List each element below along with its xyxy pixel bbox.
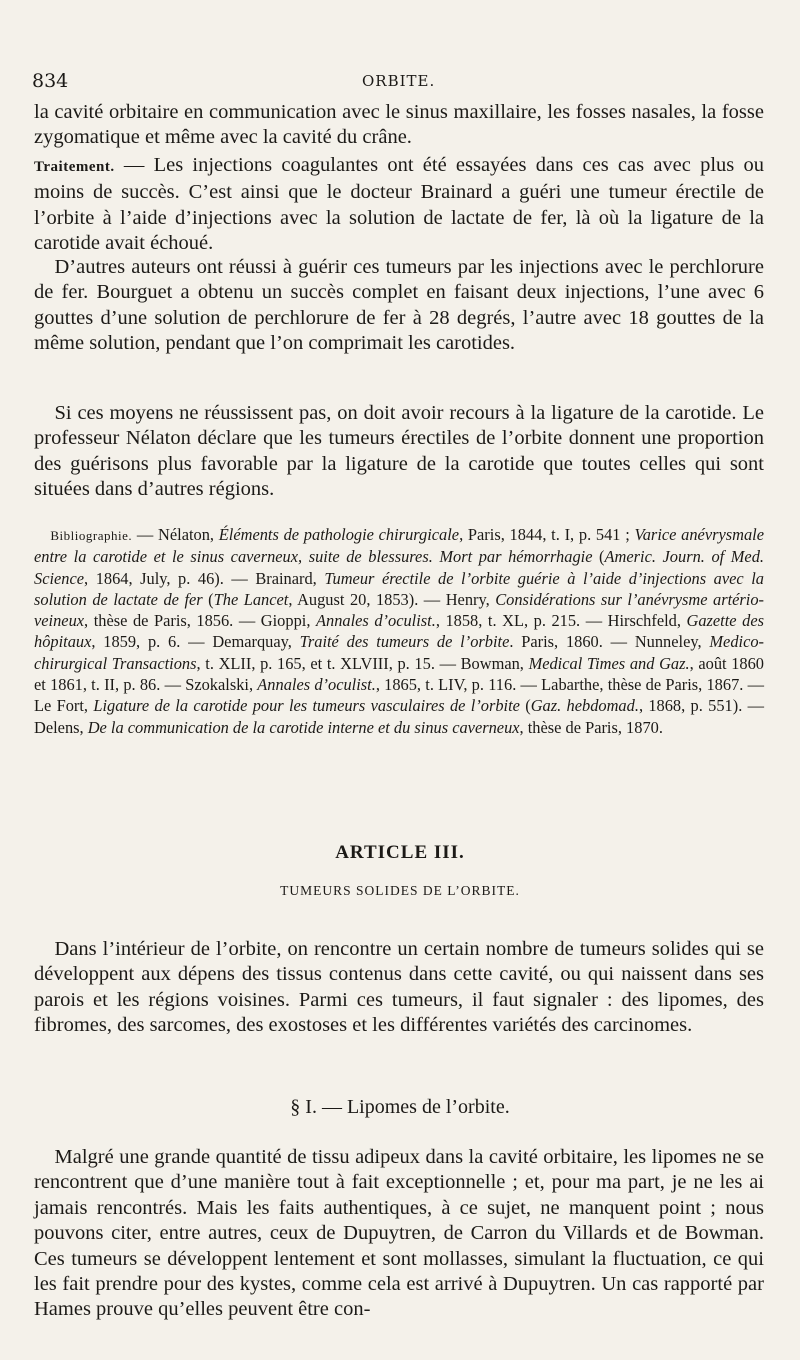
- bib-title: Ligature de la carotide pour les tumeurs vasculaires de l’orbite: [93, 696, 520, 716]
- paragraph-lipomes: [34, 1145, 764, 1323]
- paragraph-continuation: la cavité orbitaire en communication avec le sinus maxillaire, les fosses nasales, la fosse zygomatique et même avec la cavité du crâne.: [34, 101, 764, 149]
- section-heading: § I. — Lipomes de l’orbite.: [290, 1096, 510, 1118]
- paragraph-text: Si ces moyens ne réussissent pas, on doit avoir recours à la ligature de la carotide. Le professeur Nélaton déclare que les tumeurs érectiles de l’orbite donnent une proportion des guérisons plus favorable par la ligature de la carotide que toutes celles qui sont situées dans d’autres régions.: [34, 402, 764, 501]
- bib-title: Medico-chirurgical Transactions: [34, 632, 765, 673]
- bib-text: (: [519, 696, 531, 716]
- bib-title: Gazette des hôpitaux: [34, 611, 764, 652]
- bib-title: Tumeur érectile de l’orbite guérie à l’aide d’injections avec la solution de lactate de fer: [34, 568, 764, 609]
- bib-title: Annales d’oculist.: [257, 675, 376, 695]
- bib-text: , 1864, July, p. 46). — Brainard,: [84, 568, 325, 588]
- bib-title: Gaz. hebdomad.: [530, 696, 639, 716]
- bib-text: , 1868, p. 551). — Delens,: [34, 696, 764, 737]
- article-subheading: TUMEURS SOLIDES DE L’ORBITE.: [280, 883, 520, 898]
- bib-text: , thèse de Paris, 1856. — Gioppi,: [84, 611, 316, 631]
- bib-text: , 1865, t. LIV, p. 116. — Labarthe, thèse de Paris, 1867. — Le Fort,: [34, 675, 764, 716]
- page-header: [32, 70, 772, 96]
- paragraph-perchlorure: [34, 255, 764, 357]
- paragraph-ligature: [34, 401, 764, 503]
- bib-title: Americ. Journ. of Med. Science: [34, 547, 764, 588]
- bib-title: Annales d’oculist.: [315, 611, 436, 631]
- bib-title: Considérations sur l’anévrysme artério-veineux: [34, 589, 765, 631]
- bib-title: The Lancet: [213, 589, 289, 609]
- bib-text: , 1858, t. XL, p. 215. — Hirschfeld,: [435, 611, 687, 631]
- page-number: 834: [32, 70, 69, 92]
- bib-text: . Paris, 1860. — Nunneley,: [509, 632, 710, 652]
- bib-title: De la communication de la carotide interne et du sinus caverneux: [87, 717, 520, 737]
- bibliography-label: Bibliographie.: [50, 528, 133, 543]
- paragraph-text: Dans l’intérieur de l’orbite, on rencontre un certain nombre de tumeurs solides qui se développent aux dépens des tissus contenus dans cette cavité, ou qui naissent dans ses parois et les régions voisines. Parmi ces tumeurs, il faut signaler : des lipomes, des fibromes, des sarcomes, des exostoses et les différentes variétés des carcinomes.: [34, 938, 764, 1037]
- bib-text: — Nélaton,: [132, 525, 219, 544]
- bib-text: , août 1860 et 1861, t. II, p. 86. — Szokalski,: [34, 653, 765, 695]
- paragraph-text: D’autres auteurs ont réussi à guérir ces tumeurs par les injections avec le perchlorure de fer. Bourguet a obtenu un succès complet en faisant deux injections, l’une avec 6 gouttes d’une solution de perchlorure de fer à 28 degrés, l’autre avec 18 gouttes de la même solution, pendant que l’on comprimait les carotides.: [34, 256, 764, 355]
- running-title: ORBITE.: [362, 72, 436, 90]
- bib-title: Medical Times and Gaz.: [528, 653, 690, 673]
- paragraph-tumeurs-solides: [34, 937, 764, 1039]
- paragraph-text: Malgré une grande quantité de tissu adipeux dans la cavité orbitaire, les lipomes ne se rencontrent que d’une manière tout à fait exceptionnelle ; et, pour ma part, je ne les ai jamais rencontrés. Mais les faits authentiques, à ce sujet, ne manquent point ; nous pouvons citer, entre autres, ceux de Dupuytren, de Carron du Villards et de Bowman. Ces tumeurs se développent lentement et sont mollasses, simulant la fluctuation, ce qui les fait prendre pour des kystes, comme cela est arrivé à Dupuytren. Un cas rapporté par Hames prouve qu’elles peuvent être con-: [34, 1146, 764, 1321]
- paragraph-text: — Les injections coagulantes ont été essayées dans ces cas avec plus ou moins de succès. C’est ainsi que le docteur Brainard a guéri une tumeur érectile de l’orbite à l’aide d’injections avec la solution de lactate de fer, là où la ligature de la carotide avait échoué.: [34, 154, 764, 255]
- bib-title: Traité des tumeurs de l’orbite: [299, 632, 510, 652]
- paragraph-traitement: [34, 153, 764, 257]
- bib-text: (: [592, 547, 605, 567]
- bib-text: , Paris, 1844, t. I, p. 541 ;: [459, 525, 635, 544]
- bib-title: Éléments de pathologie chirurgicale: [218, 525, 460, 544]
- article-heading: ARTICLE III.: [335, 842, 465, 863]
- bib-title: Varice anévrysmale entre la carotide et le sinus caverneux, suite de blessures. Mort par hémorrhagie: [34, 525, 764, 567]
- bib-text: , t. XLII, p. 165, et t. XLVIII, p. 15. — Bowman,: [196, 653, 529, 673]
- bib-text: , thèse de Paris, 1870.: [519, 717, 663, 737]
- bibliography: [34, 524, 764, 738]
- paragraph-lead-traitement: Traitement.: [34, 159, 115, 175]
- bib-text: (: [202, 589, 214, 609]
- bib-text: , 1859, p. 6. — Demarquay,: [91, 632, 300, 652]
- bib-text: , August 20, 1853). — Henry,: [288, 589, 496, 609]
